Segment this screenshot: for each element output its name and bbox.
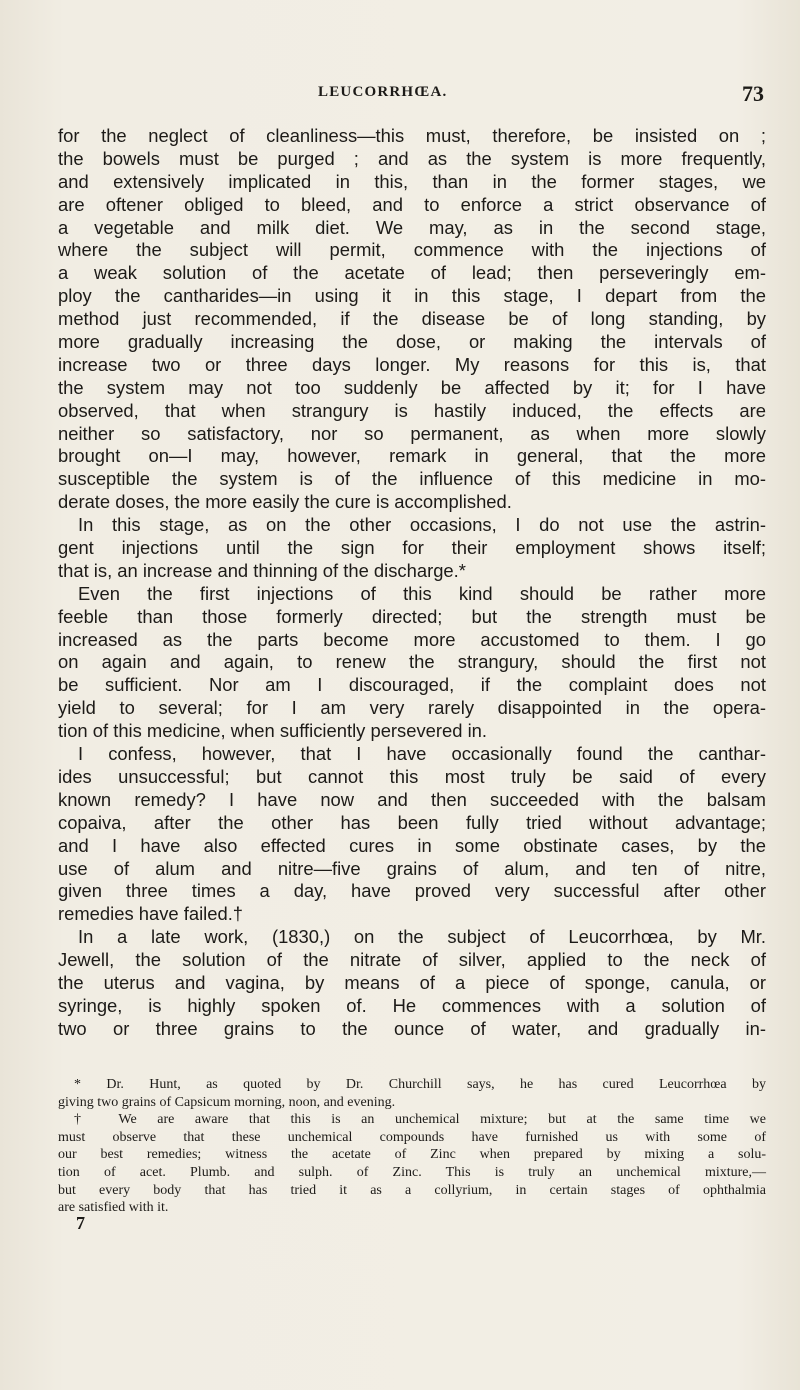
text-line: Jewell, the solution of the nitrate of silver, applied to the neck of	[58, 949, 766, 971]
text-line: where the subject will permit, commence with the injections of	[58, 239, 766, 261]
text-line: ides unsuccessful; but cannot this most truly be said of every	[58, 765, 766, 787]
text-line: the uterus and vagina, by means of a piece of sponge, canula, or	[58, 971, 766, 993]
text-line: brought on—I may, however, remark in general, that the more	[58, 445, 766, 467]
signature-mark: 7	[76, 1213, 85, 1233]
text-line: gent injections until the sign for their employment shows itself;	[58, 537, 766, 559]
text-line: observed, that when strangury is hastily induced, the effects are	[58, 399, 766, 421]
text-line: In a late work, (1830,) on the subject of Leucorrhœa, by Mr.	[78, 926, 766, 948]
text-line: a weak solution of the acetate of lead; then perseveringly em-	[58, 262, 766, 284]
text-line: increase two or three days longer. My reasons for this is, that	[58, 353, 766, 375]
footnotes	[58, 1076, 766, 1217]
text-line: and I have also effected cures in some obstinate cases, by the	[58, 834, 766, 856]
text-line: and extensively implicated in this, than in the former stages, we	[58, 170, 766, 192]
text-line: tion of this medicine, when sufficiently persevered in.	[58, 720, 488, 742]
text-line: two or three grains to the ounce of water, and gradually in-	[58, 1017, 766, 1039]
text-line: derate doses, the more easily the cure is accomplished.	[58, 491, 512, 513]
footnote-line: tion of acet. Plumb. and sulph. of Zinc. This is truly an unchemical mixture,—	[58, 1164, 766, 1180]
text-line: copaiva, after the other has been fully tried without advantage;	[58, 811, 766, 833]
text-line: more gradually increasing the dose, or making the intervals of	[58, 331, 766, 353]
page-number: 73	[742, 81, 764, 106]
text-line: use of alum and nitre—five grains of alum, and ten of nitre,	[58, 857, 766, 879]
footnote-line: but every body that has tried it as a collyrium, in certain stages of ophthalmia	[58, 1182, 766, 1198]
text-line: I confess, however, that I have occasionally found the canthar-	[78, 743, 766, 765]
text-line: susceptible the system is of the influence of this medicine in mo-	[58, 468, 766, 490]
text-line: In this stage, as on the other occasions, I do not use the astrin-	[78, 514, 766, 536]
page-title: LEUCORRHŒA.	[318, 84, 448, 100]
text-line: known remedy? I have now and then succeeded with the balsam	[58, 788, 766, 810]
text-line: syringe, is highly spoken of. He commences with a solution of	[58, 994, 766, 1016]
text-line: ploy the cantharides—in using it in this stage, I depart from the	[58, 285, 766, 307]
text-line: are oftener obliged to bleed, and to enforce a strict observance of	[58, 193, 766, 215]
running-head	[0, 81, 800, 108]
footnote-line: must observe that these unchemical compounds have furnished us with some of	[58, 1129, 766, 1145]
text-line: neither so satisfactory, nor so permanent, as when more slowly	[58, 422, 766, 444]
footnote-line: † We are aware that this is an unchemical mixture; but at the same time we	[74, 1112, 766, 1128]
footnote-line: * Dr. Hunt, as quoted by Dr. Churchill says, he has cured Leucorrhœa by	[74, 1077, 766, 1092]
text-line: on again and again, to renew the strangury, should the first not	[58, 651, 766, 673]
text-line: for the neglect of cleanliness—this must, therefore, be insisted on ;	[58, 125, 766, 146]
text-line: the system may not too suddenly be affected by it; for I have	[58, 376, 766, 398]
text-line: method just recommended, if the disease be of long standing, by	[58, 308, 766, 330]
text-line: remedies have failed.†	[58, 903, 244, 925]
text-line: that is, an increase and thinning of the discharge.*	[58, 559, 466, 581]
text-line: given three times a day, have proved very successful after other	[58, 880, 766, 902]
footnote-line: are satisfied with it.	[58, 1200, 169, 1216]
footnote-line: our best remedies; witness the acetate of Zinc when prepared by mixing a solu-	[58, 1147, 766, 1163]
text-line: feeble than those formerly directed; but the strength must be	[58, 605, 766, 627]
text-line: be sufficient. Nor am I discouraged, if the complaint does not	[58, 674, 766, 696]
body-text	[58, 125, 766, 1041]
footnote-line: giving two grains of Capsicum morning, noon, and evening.	[58, 1094, 396, 1110]
text-line: Even the first injections of this kind should be rather more	[78, 582, 766, 604]
text-line: the bowels must be purged ; and as the system is more frequently,	[58, 147, 766, 169]
text-line: a vegetable and milk diet. We may, as in the second stage,	[58, 216, 766, 238]
text-line: yield to several; for I am very rarely disappointed in the opera-	[58, 697, 766, 719]
text-line: increased as the parts become more accustomed to them. I go	[58, 628, 766, 650]
